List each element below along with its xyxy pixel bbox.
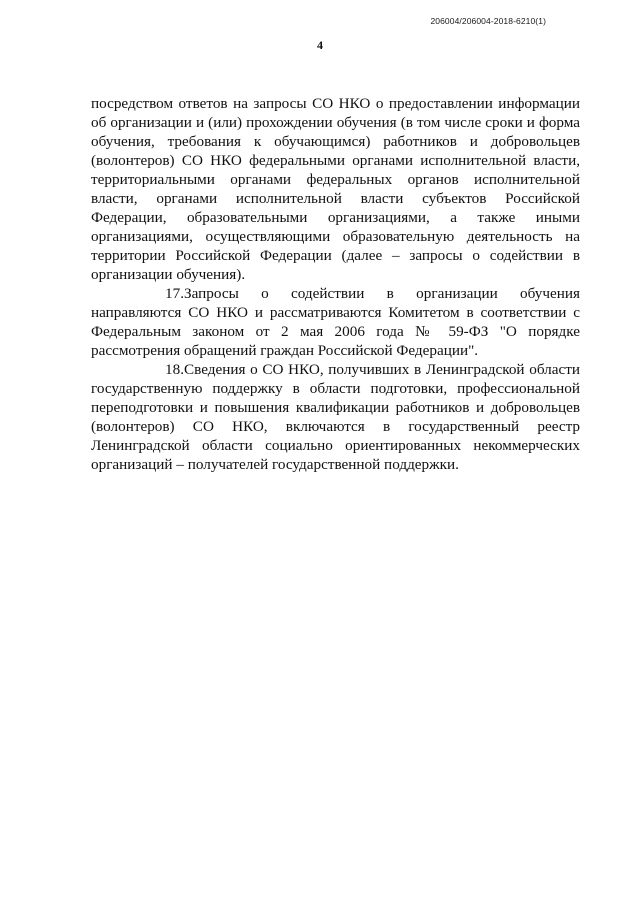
paragraph-text: Сведения о СО НКО, получивших в Ленинградской области государственную поддержку в области подготовки, профессиональной переподготовки и повышения квалификации работников и добровольцев (волонтеров) СО НКО, включаются в государственный реестр Ленинградской области социально ориентированных некоммерческих организаций – получателей государственной поддержки. bbox=[91, 361, 580, 473]
paragraph-17 bbox=[91, 284, 580, 360]
page-number: 4 bbox=[317, 38, 323, 52]
paragraph-number: 18. bbox=[165, 361, 184, 378]
paragraph-number: 17. bbox=[165, 285, 184, 302]
paragraph-text: Запросы о содействии в организации обучения направляются СО НКО и рассматриваются Комитетом в соответствии с Федеральным законом от 2 мая 2006 года № 59-ФЗ "О порядке рассмотрения обращений граждан Российской Федерации". bbox=[91, 285, 580, 359]
document-id: 206004/206004-2018-6210(1) bbox=[430, 16, 546, 26]
document-body bbox=[91, 94, 580, 474]
paragraph-18 bbox=[91, 360, 580, 474]
continuation-paragraph: посредством ответов на запросы СО НКО о предоставлении информации об организации и (или) прохождении обучения (в том числе сроки и форма обучения, требования к обучающимся) работников и добровольцев (волонтеров) СО НКО федеральными органами исполнительной власти, территориальными органами федеральных органов исполнительной власти, органами исполнительной власти субъектов Российской Федерации, образовательными организациями, а также иными организациями, осуществляющими образовательную деятельность на территории Российской Федерации (далее – запросы о содействии в организации обучения). bbox=[91, 95, 580, 283]
